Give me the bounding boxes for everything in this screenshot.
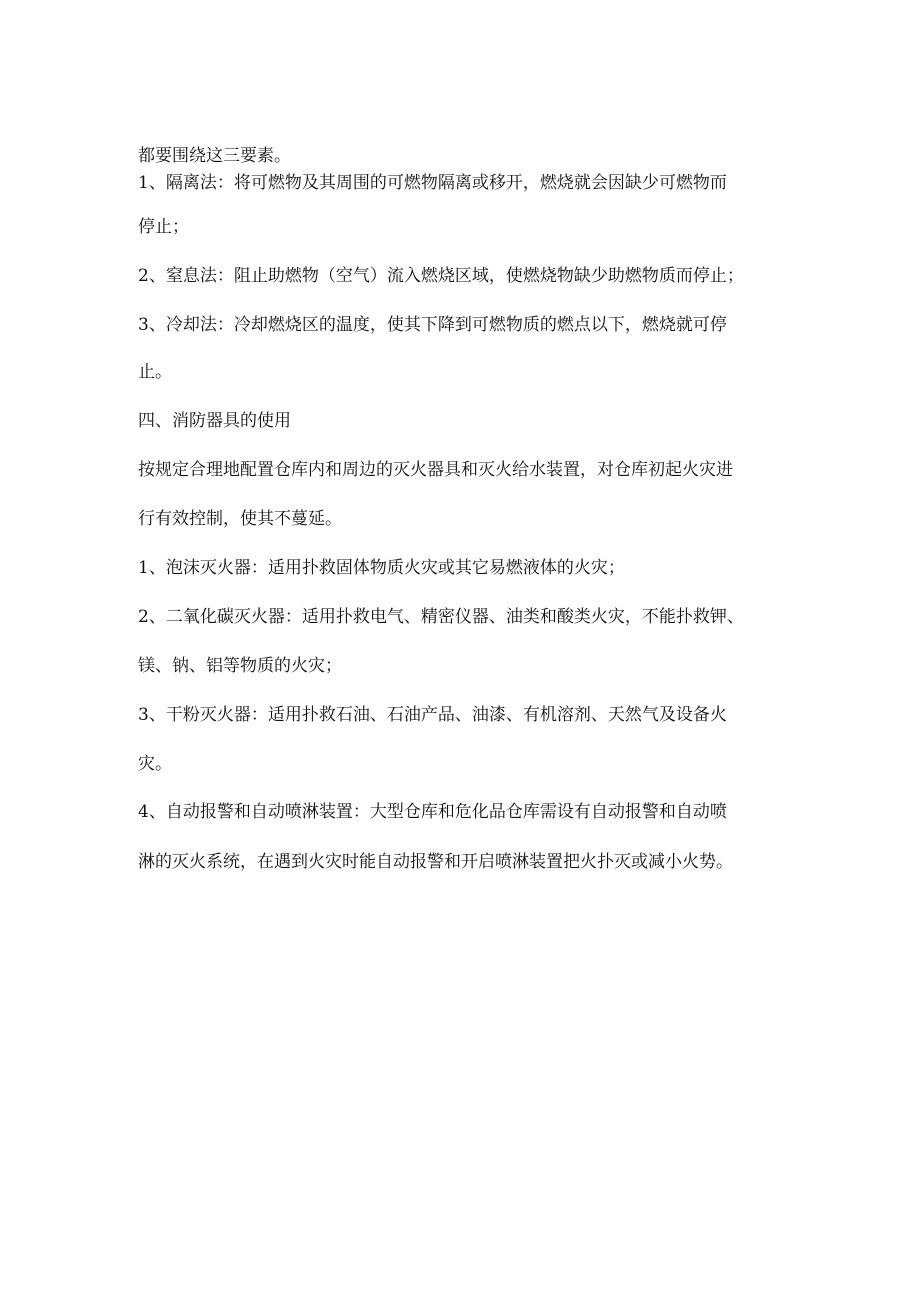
text-line-sprinkler: 4、自动报警和自动喷淋装置：大型仓库和危化品仓库需设有自动报警和自动喷 — [138, 802, 727, 822]
text-line-intro-end: 行有效控制，使其不蔓延。 — [138, 509, 342, 529]
text-line-intro: 按规定合理地配置仓库内和周边的灭火器具和灭火给水装置，对仓库初起火灾进 — [138, 460, 733, 480]
text-line-co2: 2、二氧化碳灭火器：适用扑救电气、精密仪器、油类和酸类火灾，不能扑救钾、 — [138, 607, 744, 627]
text-line-cooling-end: 止。 — [138, 362, 172, 382]
text-line-foam: 1、泡沫灭火器：适用扑救固体物质火灾或其它易燃液体的火灾； — [138, 558, 625, 578]
text-line-isolation: 1、隔离法：将可燃物及其周围的可燃物隔离或移开，燃烧就会因缺少可燃物而 — [138, 173, 727, 193]
text-line-powder-end: 灾。 — [138, 754, 172, 774]
text-line-suffocation: 2、窒息法：阻止助燃物（空气）流入燃烧区域，使燃烧物缺少助燃物质而停止； — [138, 266, 744, 286]
text-line-co2-end: 镁、钠、铝等物质的火灾； — [138, 656, 342, 676]
text-line-isolation-end: 停止； — [138, 217, 189, 237]
text-line-continuation: 都要围绕这三要素。 — [138, 146, 291, 166]
text-line-cooling: 3、冷却法：冷却燃烧区的温度，使其下降到可燃物质的燃点以下，燃烧就可停 — [138, 315, 727, 335]
section-heading: 四、消防器具的使用 — [138, 411, 291, 431]
text-line-powder: 3、干粉灭火器：适用扑救石油、石油产品、油漆、有机溶剂、天然气及设备火 — [138, 705, 727, 725]
text-line-sprinkler-end: 淋的灭火系统，在遇到火灾时能自动报警和开启喷淋装置把火扑灭或减小火势。 — [138, 852, 733, 872]
